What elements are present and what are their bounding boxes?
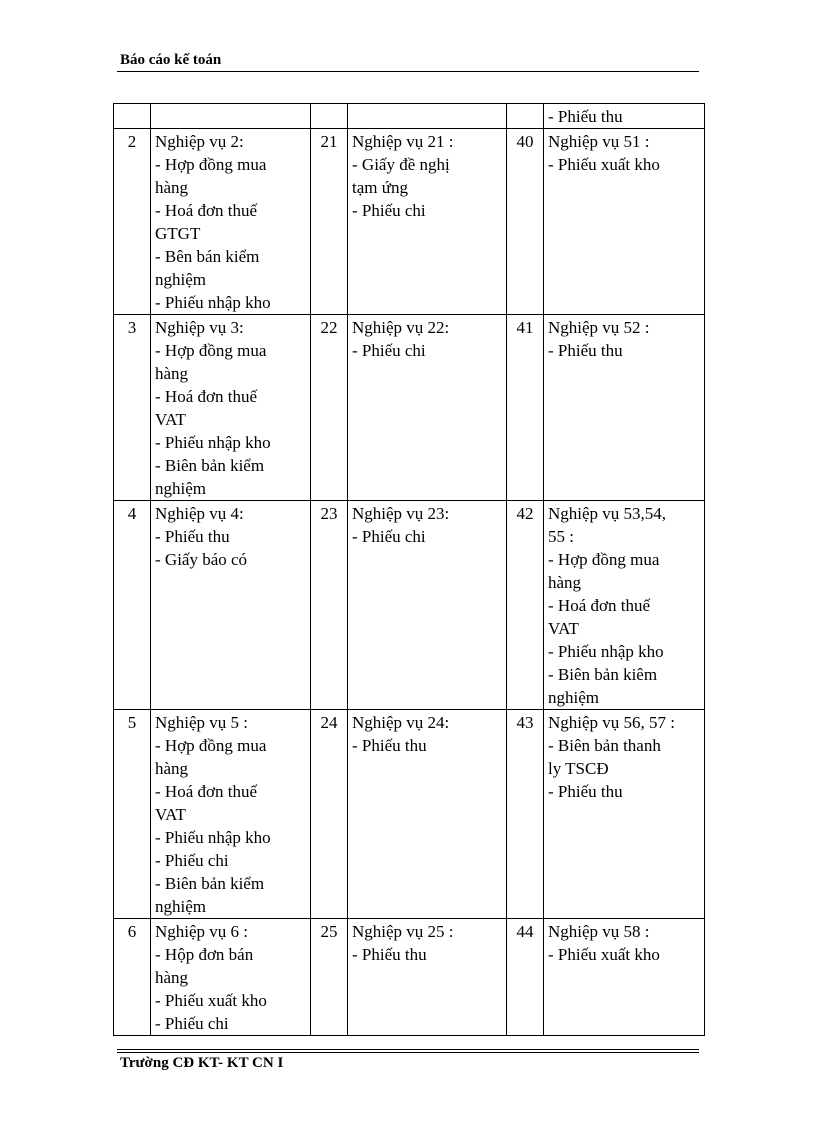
cell-line: Nghiệp vụ 2: bbox=[155, 132, 244, 151]
row-number bbox=[507, 104, 544, 129]
row-number: 6 bbox=[114, 919, 151, 1036]
cell-line: hàng bbox=[155, 364, 189, 383]
row-number: 22 bbox=[311, 315, 348, 501]
cell-line: VAT bbox=[548, 619, 579, 638]
cell-line: - Hợp đồng mua bbox=[155, 736, 267, 755]
page-footer-text: Trường CĐ KT- KT CN I bbox=[120, 1055, 284, 1071]
cell-line: - Phiếu xuất kho bbox=[155, 991, 267, 1010]
table-row bbox=[114, 710, 705, 919]
cell-line: Nghiệp vụ 6 : bbox=[155, 922, 249, 941]
cell-line: - Phiếu nhập kho bbox=[155, 433, 271, 452]
table-row bbox=[114, 501, 705, 710]
cell-line: Nghiệp vụ 56, 57 : bbox=[548, 713, 676, 732]
cell-line: Nghiệp vụ 53,54, bbox=[548, 504, 667, 523]
cell-line: Nghiệp vụ 4: bbox=[155, 504, 244, 523]
cell-line: GTGT bbox=[155, 224, 201, 243]
transaction-cell bbox=[544, 501, 705, 710]
cell-line: - Phiếu xuất kho bbox=[548, 945, 660, 964]
transaction-cell bbox=[544, 129, 705, 315]
table-row bbox=[114, 315, 705, 501]
cell-line: 55 : bbox=[548, 527, 574, 546]
row-number: 43 bbox=[507, 710, 544, 919]
row-number: 41 bbox=[507, 315, 544, 501]
cell-line: Nghiệp vụ 58 : bbox=[548, 922, 650, 941]
cell-line: - Phiếu thu bbox=[352, 945, 427, 964]
table-row bbox=[114, 129, 705, 315]
row-number: 40 bbox=[507, 129, 544, 315]
cell-line: - Phiếu thu bbox=[155, 527, 230, 546]
cell-line: - Hoá đơn thuế bbox=[155, 782, 257, 801]
cell-line: Nghiệp vụ 21 : bbox=[352, 132, 454, 151]
cell-line: - Hộp đơn bán bbox=[155, 945, 254, 964]
cell-line: - Biên bản kiểm bbox=[155, 456, 265, 475]
transaction-cell bbox=[544, 104, 705, 129]
transaction-cell bbox=[151, 501, 311, 710]
transaction-cell bbox=[544, 710, 705, 919]
cell-line: - Hoá đơn thuế bbox=[548, 596, 650, 615]
cell-line: VAT bbox=[155, 410, 186, 429]
row-number: 4 bbox=[114, 501, 151, 710]
cell-line: - Phiếu thu bbox=[352, 736, 427, 755]
header-rule bbox=[117, 71, 699, 72]
transaction-cell bbox=[348, 129, 507, 315]
cell-line: - Phiếu thu bbox=[548, 107, 623, 126]
row-number: 21 bbox=[311, 129, 348, 315]
footer-rule bbox=[117, 1052, 699, 1053]
cell-line: - Phiếu chi bbox=[155, 851, 229, 870]
cell-line: - Hợp đồng mua bbox=[155, 155, 267, 174]
cell-line: Nghiệp vụ 51 : bbox=[548, 132, 650, 151]
row-number: 2 bbox=[114, 129, 151, 315]
table-row bbox=[114, 919, 705, 1036]
cell-line: Nghiệp vụ 24: bbox=[352, 713, 450, 732]
page-header-title: Báo cáo kế toán bbox=[120, 52, 222, 68]
transaction-cell bbox=[544, 315, 705, 501]
cell-line: - Phiếu chi bbox=[352, 527, 426, 546]
cell-line: hàng bbox=[155, 968, 189, 987]
cell-line: - Bên bán kiểm bbox=[155, 247, 260, 266]
transaction-cell bbox=[151, 129, 311, 315]
cell-line: - Phiếu chi bbox=[155, 1014, 229, 1033]
cell-line: - Phiếu thu bbox=[548, 782, 623, 801]
cell-line: - Hoá đơn thuế bbox=[155, 387, 257, 406]
cell-line: Nghiệp vụ 3: bbox=[155, 318, 244, 337]
transaction-cell bbox=[151, 919, 311, 1036]
cell-line: Nghiệp vụ 5 : bbox=[155, 713, 249, 732]
cell-line: nghiệm bbox=[548, 688, 599, 707]
transaction-cell bbox=[348, 501, 507, 710]
cell-line: nghiệm bbox=[155, 897, 206, 916]
cell-line: - Hợp đồng mua bbox=[155, 341, 267, 360]
cell-line: - Phiếu chi bbox=[352, 201, 426, 220]
cell-line: Nghiệp vụ 52 : bbox=[548, 318, 650, 337]
transaction-cell bbox=[151, 104, 311, 129]
row-number: 23 bbox=[311, 501, 348, 710]
cell-line: tạm ứng bbox=[352, 178, 408, 197]
cell-line: VAT bbox=[155, 805, 186, 824]
row-number: 24 bbox=[311, 710, 348, 919]
cell-line: hàng bbox=[155, 178, 189, 197]
cell-line: nghiệm bbox=[155, 270, 206, 289]
cell-line: Nghiệp vụ 23: bbox=[352, 504, 450, 523]
cell-line: - Biên bản thanh bbox=[548, 736, 661, 755]
row-number bbox=[114, 104, 151, 129]
row-number: 5 bbox=[114, 710, 151, 919]
row-number: 42 bbox=[507, 501, 544, 710]
cell-line: hàng bbox=[548, 573, 582, 592]
footer-rule bbox=[117, 1049, 699, 1050]
transaction-cell bbox=[348, 919, 507, 1036]
cell-line: nghiệm bbox=[155, 479, 206, 498]
cell-line: - Phiếu chi bbox=[352, 341, 426, 360]
transaction-cell bbox=[151, 710, 311, 919]
table-body bbox=[114, 104, 705, 1036]
cell-line: - Phiếu xuất kho bbox=[548, 155, 660, 174]
cell-line: hàng bbox=[155, 759, 189, 778]
cell-line: - Phiếu nhập kho bbox=[155, 828, 271, 847]
cell-line: - Phiếu thu bbox=[548, 341, 623, 360]
cell-line: Nghiệp vụ 25 : bbox=[352, 922, 454, 941]
cell-line: ly TSCĐ bbox=[548, 759, 609, 778]
cell-line: - Hoá đơn thuế bbox=[155, 201, 257, 220]
cell-line: Nghiệp vụ 22: bbox=[352, 318, 450, 337]
row-number: 25 bbox=[311, 919, 348, 1036]
transactions-table bbox=[113, 103, 705, 1036]
row-number: 3 bbox=[114, 315, 151, 501]
cell-line: - Phiếu nhập kho bbox=[155, 293, 271, 312]
cell-line: - Hợp đồng mua bbox=[548, 550, 660, 569]
transaction-cell bbox=[348, 710, 507, 919]
cell-line: - Giấy đề nghị bbox=[352, 155, 450, 174]
transaction-cell bbox=[348, 315, 507, 501]
transaction-cell bbox=[348, 104, 507, 129]
row-number bbox=[311, 104, 348, 129]
table-row bbox=[114, 104, 705, 129]
cell-line: - Biên bản kiểm bbox=[155, 874, 265, 893]
transaction-cell bbox=[151, 315, 311, 501]
row-number: 44 bbox=[507, 919, 544, 1036]
transaction-cell bbox=[544, 919, 705, 1036]
cell-line: - Giấy báo có bbox=[155, 550, 248, 569]
cell-line: - Biên bản kiêm bbox=[548, 665, 658, 684]
cell-line: - Phiếu nhập kho bbox=[548, 642, 664, 661]
